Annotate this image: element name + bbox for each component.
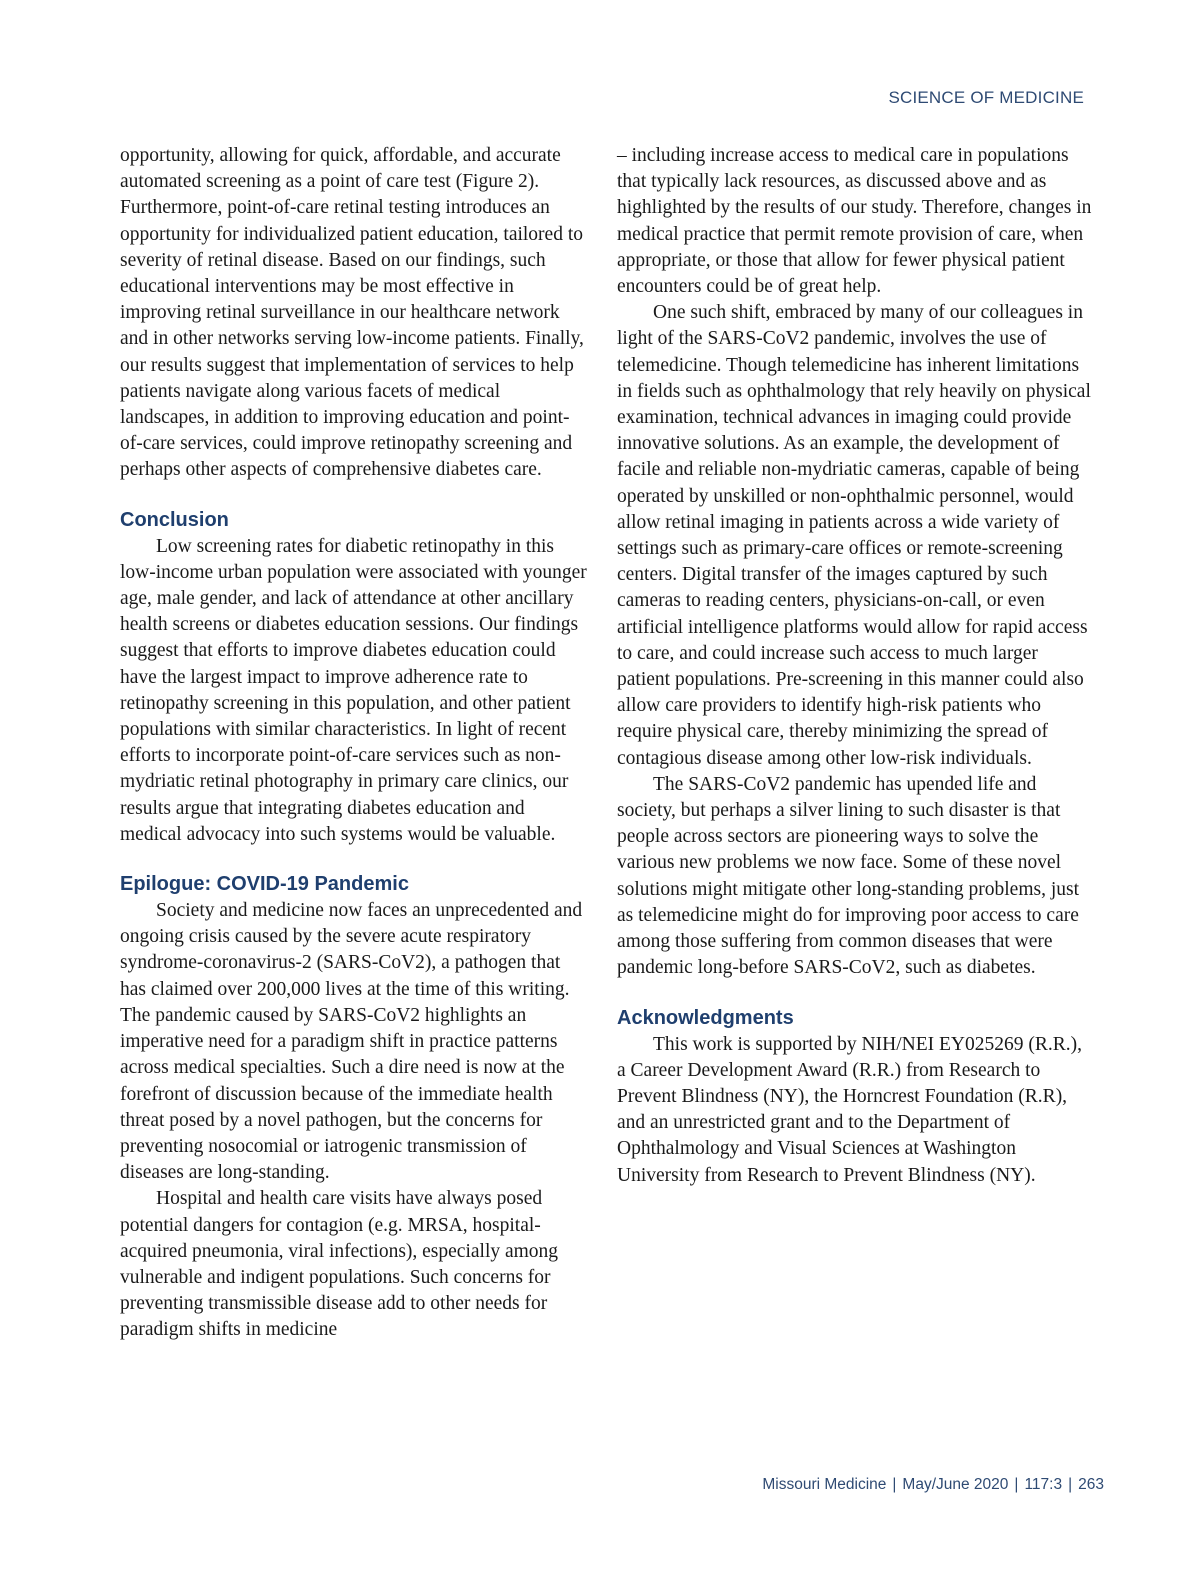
right-paragraph-2: One such shift, embraced by many of our colleagues in light of the SARS-CoV2 pandemic, involves the use of telemedicine. Though telemedicine has inherent limitations in fields such as ophthalmology that rely heavily on physical examination, technical advances in imaging could provide innovative solutions. As an example, the development of facile and reliable non-mydriatic cameras, capable of being operated by unskilled or non-ophthalmic personnel, would allow retinal imaging in patients across a wide variety of settings such as primary-care offices or remote-screening centers. Digital transfer of the images captured by such cameras to reading centers, physicians-on-call, or even artificial intelligence platforms would allow for rapid access to care, and could increase such access to much larger patient populations. Pre-screening in this manner could also allow care providers to identify high-risk patients who require physical care, thereby minimizing the spread of contagious disease among other low-risk individuals. [617,302,1091,769]
footer-separator: | [892,1476,897,1493]
page-footer [762,1476,1104,1494]
left-paragraph-1: opportunity, allowing for quick, affordable, and accurate automated screening as a point of care test (Figure 2). Furthermore, point-of-care retinal testing introduces an opportunity for individualized patient education, tailored to severity of retinal disease. Based on our findings, such educational interventions may be most effective in improving retinal surveillance in our healthcare network and in other networks serving low-income patients. Finally, our results suggest that implementation of services to help patients navigate along various facets of medical landscapes, in addition to improving education and point-of-care services, could improve retinopathy screening and perhaps other aspects of comprehensive diabetes care. [120,145,584,481]
footer-journal: Missouri Medicine [762,1476,887,1493]
right-paragraph-3: The SARS-CoV2 pandemic has upended life and society, but perhaps a silver lining to such disaster is that people across sectors are pioneering ways to solve the various new problems we now face. Some of these novel solutions might mitigate other long-standing problems, just as telemedicine might do for improving poor access to care among those suffering from common diseases that were pandemic long-before SARS-CoV2, such as diabetes. [617,773,1080,979]
running-head-section: SCIENCE OF MEDICINE [888,88,1084,107]
conclusion-paragraph: Low screening rates for diabetic retinopathy in this low-income urban population were associated with younger age, male gender, and lack of attendance at other ancillary health screens or diabetes education sessions. Our findings suggest that efforts to improve diabetes education could have the largest impact to improve adherence rate to retinopathy screening in this population, and other patient populations with similar characteristics. In light of recent efforts to incorporate point-of-care services such as non-mydriatic retinal photography in primary care clinics, our results argue that integrating diabetes education and medical advocacy into such systems would be valuable. [120,535,587,845]
footer-separator: | [1068,1476,1073,1493]
conclusion-heading: Conclusion [120,508,229,531]
footer-volume: 117:3 [1024,1476,1063,1493]
right-paragraph-1: – including increase access to medical care in populations that typically lack resources, as discussed above and as highlighted by the results of our study. Therefore, changes in medical practice that permit remote provision of care, when appropriate, or those that allow for fewer physical patient encounters could be of great help. [617,145,1092,298]
right-column [617,143,1092,1189]
left-column [120,143,590,1344]
epilogue-paragraph-1: Society and medicine now faces an unprecedented and ongoing crisis caused by the severe acute respiratory syndrome-coronavirus-2 (SARS-CoV2), a pathogen that has claimed over 200,000 lives at the time of this writing. The pandemic caused by SARS-CoV2 highlights an imperative need for a paradigm shift in practice patterns across medical specialties. Such a dire need is now at the forefront of discussion because of the immediate health threat posed by a novel pathogen, but the concerns for preventing nosocomial or iatrogenic transmission of diseases are long-standing. [120,900,583,1184]
footer-page-number: 263 [1078,1476,1104,1493]
acknowledgments-paragraph: This work is supported by NIH/NEI EY025269 (R.R.), a Career Development Award (R.R.) from Research to Prevent Blindness (NY), the Horncrest Foundation (R.R), and an unrestricted grant and to the Department of Ophthalmology and Visual Sciences at Washington University from Research to Prevent Blindness (NY). [617,1033,1082,1186]
epilogue-paragraph-2: Hospital and health care visits have always posed potential dangers for contagion (e.g. MRSA, hospital-acquired pneumonia, viral infections), especially among vulnerable and indigent populations. Such concerns for preventing transmissible disease add to other needs for paradigm shifts in medicine [120,1188,559,1341]
footer-separator: | [1014,1476,1019,1493]
footer-date: May/June 2020 [902,1476,1009,1493]
epilogue-heading: Epilogue: COVID-19 Pandemic [120,873,409,896]
acknowledgments-heading: Acknowledgments [617,1006,794,1029]
